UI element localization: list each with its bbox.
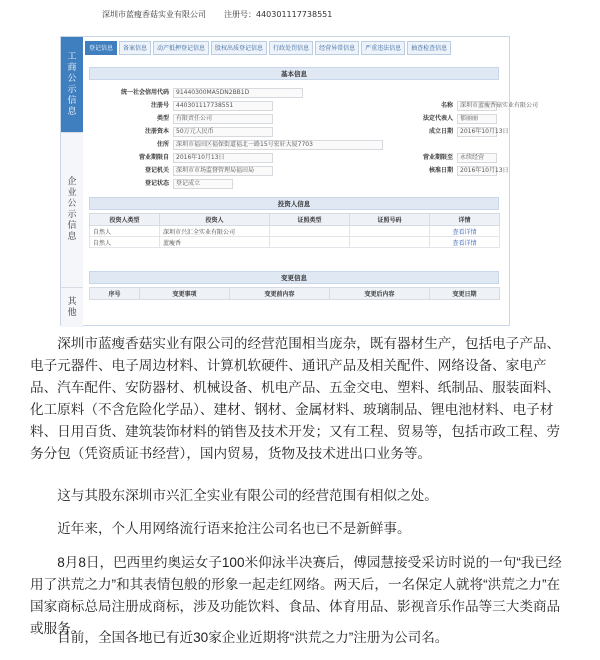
tab-spot-check[interactable]: 抽查检查信息 — [407, 41, 451, 55]
column-header: 投资人 — [160, 214, 270, 226]
period-to-label: 营业期限至 — [422, 154, 453, 161]
reg-no-value: 440301117738551 — [173, 101, 273, 111]
registry-header — [60, 0, 510, 28]
column-header: 序号 — [90, 288, 140, 300]
capital-label: 注册资本 — [144, 128, 169, 135]
status-value: 登记成立 — [173, 179, 233, 189]
address-label: 住所 — [156, 141, 169, 148]
license-type-cell — [270, 237, 350, 248]
sidebar-char: 公 — [67, 199, 77, 209]
registry-sidebar — [61, 37, 83, 327]
period-from-value: 2016年10月13日 — [173, 153, 273, 163]
view-details-link[interactable]: 查看详情 — [430, 226, 500, 237]
registry-tabs — [85, 41, 505, 57]
type-legal-row — [89, 113, 499, 125]
investors-table — [89, 213, 500, 248]
license-number-cell — [350, 226, 430, 237]
status-row — [89, 178, 499, 190]
column-header: 变更后内容 — [330, 288, 430, 300]
name-label: 名称 — [440, 102, 453, 109]
sidebar-char: 信 — [67, 95, 77, 106]
tab-chattel-mortgage[interactable]: 动产抵押登记信息 — [153, 41, 209, 55]
tab-equity-pledge[interactable]: 股权出质登记信息 — [211, 41, 267, 55]
article-paragraph-olympics: 8月8日，巴西里约奥运女子100米仰泳半决赛后，傅园慧接受采访时说的一句“我已经用了洪荒之力”和其表情包般的形象一起走红网络。两天后，一名保定人就将“洪荒之力”在国家商标总局注册成商标，涉及功能饮料、食品、体育用品、影视音乐作品等三大类商品或服务。 — [30, 555, 562, 636]
registry-panel — [60, 36, 539, 326]
status-label: 登记状态 — [144, 180, 169, 187]
article-paragraph-trend: 近年来，个人用网络流行语来抢注公司名也已不是新鲜事。 — [57, 521, 411, 536]
tab-registration-info[interactable]: 登记信息 — [85, 41, 117, 55]
sidebar-char: 商 — [67, 62, 77, 73]
article-paragraph-shareholder: 这与其股东深圳市兴汇全实业有限公司的经营范围有相似之处。 — [57, 488, 438, 503]
company-name: 深圳市蓝瘦香菇实业有限公司 — [102, 10, 206, 19]
tab-abnormal-operation[interactable]: 经营异常信息 — [315, 41, 359, 55]
column-header: 详情 — [430, 214, 500, 226]
period-to-value: 永续经营 — [457, 153, 497, 163]
established-label: 成立日期 — [428, 128, 453, 135]
address-row — [89, 139, 499, 151]
sidebar-char: 信 — [67, 221, 77, 231]
column-header: 证照类型 — [270, 214, 350, 226]
sidebar-char: 工 — [67, 51, 77, 62]
column-header: 投资人类型 — [90, 214, 160, 226]
investor-name-cell: 深圳市兴汇全实业有限公司 — [160, 226, 270, 237]
view-details-link[interactable]: 查看详情 — [430, 237, 500, 248]
investor-name-cell: 蓝瘦香 — [160, 237, 270, 248]
period-from-label: 营业期限自 — [138, 154, 169, 161]
reg-name-row — [89, 100, 539, 112]
established-value: 2016年10月13日 — [457, 127, 497, 137]
authority-label: 登记机关 — [144, 167, 169, 174]
basic-info-title: 基本信息 — [89, 67, 499, 80]
sidebar-char: 息 — [67, 106, 77, 117]
approval-value: 2016年10月13日 — [457, 166, 497, 176]
investor-type-cell: 自然人 — [90, 237, 160, 248]
investor-type-cell: 自然人 — [90, 226, 160, 237]
article-paragraph-business-scope: 深圳市蓝瘦香菇实业有限公司的经营范围相当庞杂，既有器材生产，包括电子产品、电子元器件、电子周边材料、计算机软硬件、通讯产品及相关配件、网络设备、家电产品、汽车配件、安防器材、机械设备、机电产品、五金交电、塑料、纸制品、服装面料、化工原料（不含危险化学品）、建材、钢材、金属材料、玻璃制品、锂电池材料、电子材料、日用百货、建筑装饰材料的销售及技术开发；又有工程、贸易等，包括市政工程、劳务分包（凭资质证书经营），国内贸易，货物及技术进出口业务等。 — [30, 336, 561, 461]
sidebar-item-qiye[interactable] — [61, 132, 83, 287]
sidebar-char: 息 — [67, 232, 77, 242]
approval-label: 核准日期 — [428, 167, 453, 174]
tab-admin-penalty[interactable]: 行政处罚信息 — [269, 41, 313, 55]
column-header: 变更事项 — [140, 288, 230, 300]
table-row — [90, 237, 500, 248]
sidebar-char: 其 — [67, 296, 77, 307]
legal-rep-label: 法定代表人 — [422, 115, 453, 122]
capital-established-row — [89, 126, 509, 138]
sidebar-char: 公 — [67, 73, 77, 84]
sidebar-item-gongshang[interactable] — [61, 37, 83, 132]
authority-value: 深圳市市场监督管理局福田局 — [173, 166, 273, 176]
reg-no-label: 注册号 — [150, 102, 169, 109]
type-value: 有限责任公司 — [173, 114, 273, 124]
column-header: 变更日期 — [430, 288, 500, 300]
legal-rep-value: 郁丽丽 — [457, 114, 497, 124]
sidebar-item-qita[interactable] — [61, 287, 83, 327]
column-header: 变更前内容 — [230, 288, 330, 300]
changes-title: 变更信息 — [89, 271, 499, 284]
license-number-cell — [350, 237, 430, 248]
column-header: 证照号码 — [350, 214, 430, 226]
registration-number: 注册号：440301117738551 — [224, 10, 333, 19]
business-registry-screenshot — [60, 0, 539, 322]
license-type-cell — [270, 226, 350, 237]
tab-serious-violation[interactable]: 严重违法信息 — [361, 41, 405, 55]
period-row — [89, 152, 499, 164]
credit-code-row — [89, 87, 499, 99]
table-header-row — [90, 288, 500, 300]
article-paragraph-count: 目前，全国各地已有近30家企业近期将“洪荒之力”注册为公司名。 — [57, 630, 449, 645]
credit-code-label: 统一社会信用代码 — [120, 89, 169, 96]
capital-value: 50万元人民币 — [173, 127, 273, 137]
tab-filing-info[interactable]: 备案信息 — [119, 41, 151, 55]
sidebar-char: 示 — [67, 84, 77, 95]
sidebar-char: 示 — [67, 210, 77, 220]
changes-table — [89, 287, 500, 300]
type-label: 类型 — [156, 115, 169, 122]
sidebar-char: 企 — [67, 177, 77, 187]
sidebar-char: 业 — [67, 188, 77, 198]
table-row — [90, 226, 500, 237]
credit-code-value: 91440300MA5DN2BB1D — [173, 88, 303, 98]
name-value: 深圳市蓝瘦香菇实业有限公司 — [457, 101, 497, 111]
table-header-row — [90, 214, 500, 226]
sidebar-char: 他 — [67, 307, 77, 318]
authority-row — [89, 165, 509, 177]
address-value: 深圳市福田区福保街道福北一路15号宏轩大厦7703 — [173, 140, 383, 150]
investors-title: 投资人信息 — [89, 197, 499, 210]
